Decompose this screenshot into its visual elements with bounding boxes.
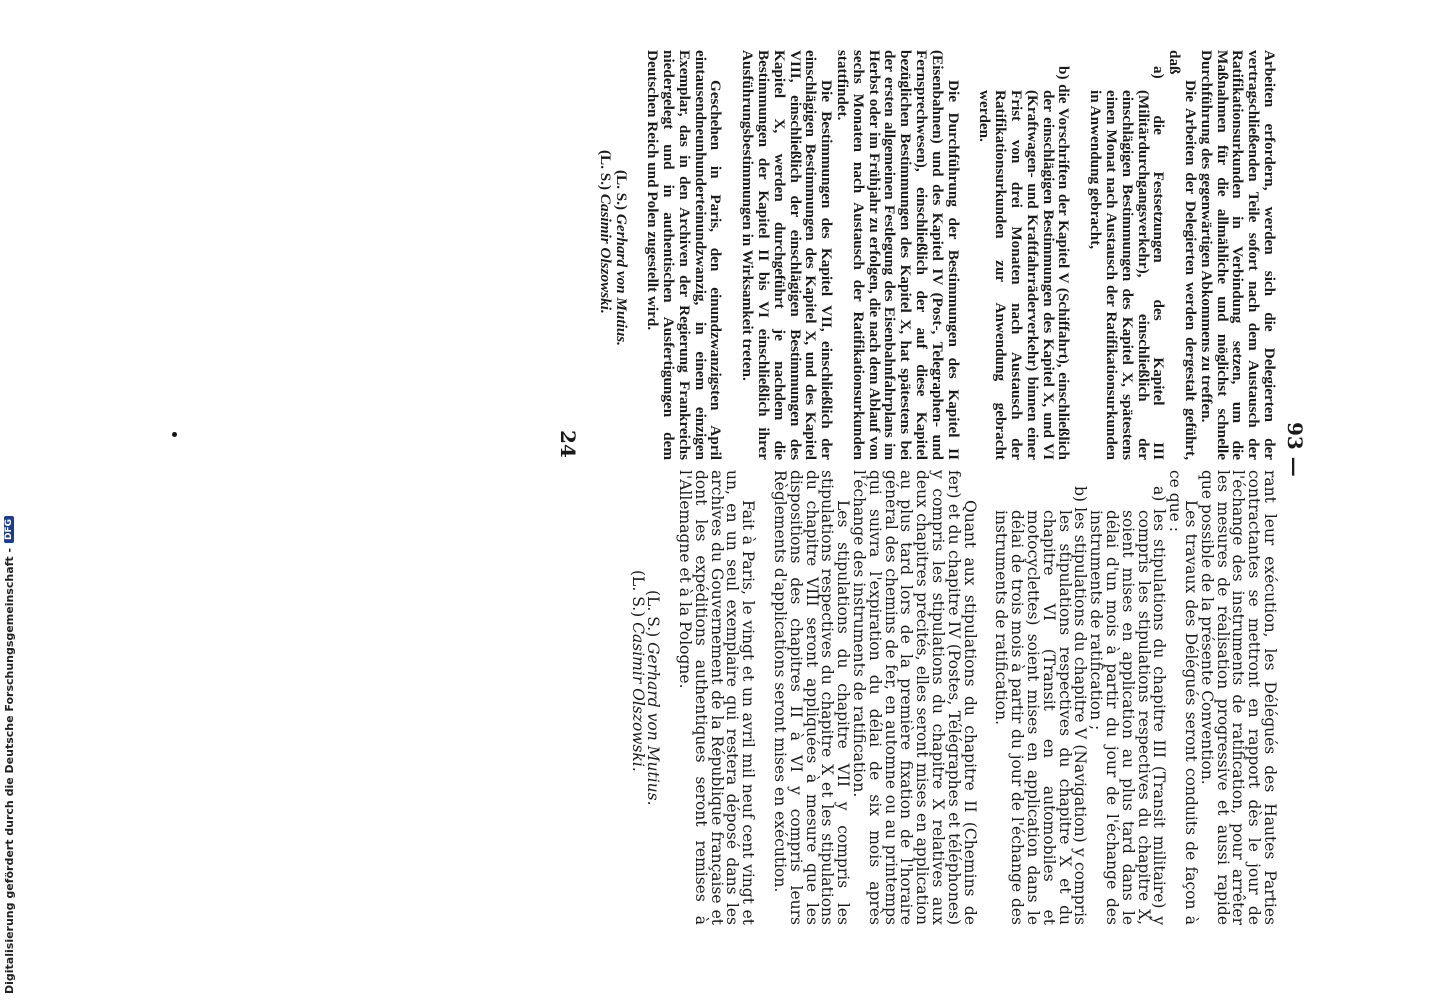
french-item-b: b) les stipulations du chapitre V (Navigation) y compris les stipulations respectives du chapitre X et du chapitre VI (Transit en automobiles et motocyclettes) soient mises en application dans le délai de trois mois à partir du jour de l'échange des instruments de ratification.: [992, 486, 1090, 925]
french-signature-2: (L. S.) Casimir Olszowski.: [628, 570, 647, 772]
german-signature-1: (L. S.) Gerhard von Mutius.: [612, 170, 630, 346]
german-paragraph-3: Die Durchführung der Bestimmungen des Kapitel II (Eisenbahnen) und des Kapitel IV (Post-, Telegraphen- und Fernsprechwesen), einschließlich der auf diese Kapitel bezüglichen Bestimmungen des Kapitel X, hat spätestens bei der ersten allgemeinen Festlegung des Eisenbahnfahrplans im Herbst oder im Frühjahr zu erfolgen, die nach dem Ablauf von sechs Monaten nach Austausch der Ratifikationsurkunden stattfindet.: [834, 50, 962, 460]
german-column: [549, 50, 1277, 460]
french-paragraph-5: Fait à Paris, le vingt et un avril mil neuf cent vingt et un, en un seul exemplaire qui restera déposé dans les archives du Gouvernement de la République française et dont les expéditions authentiques seront remises à l'Allemagne et à la Pologne.: [676, 470, 758, 925]
page-number-top: 93 —: [1283, 422, 1307, 477]
french-paragraph-1: rant leur exécution, les Délégués des Hautes Parties contractantes se mettront en rapport dès le jour de l'échange des instruments de ratification, pour arrêter les mesures de réalisation progressive et aussi rapide que possible de la présente Convention.: [1197, 470, 1279, 925]
french-column: [629, 470, 1277, 925]
german-paragraph-5: Geschehen in Paris, den einundzwanzigsten April eintausendneunhunderteinundzwanzig, in einem einzigen Exemplar, das in den Archiven der Regierung Frankreichs niedergelegt und in authentischen Ausfertigungen dem Deutschen Reich und Polen zugestellt wird.: [644, 50, 725, 460]
dfg-logo-icon: DFG: [4, 516, 14, 543]
german-paragraph-4: Die Bestimmungen des Kapitel VII, einschließlich der einschlägigen Bestimmungen des Kapitel X, und des Kapitel VIII, einschließlich der einschlägigen Bestimmungen des Kapitel X, werden durchgeführt je nachdem die Bestimmungen der Kapitel II bis VI einschließlich ihrer Ausführungsbestimmungen in Wirksamkeit treten.: [739, 50, 836, 460]
german-item-a: a) die Festsetzungen des Kapitel III (Militärdurchgangsverkehr), einschließlich der einschlägigen Bestimmungen des Kapitel X, spätestens einen Monat nach Austausch der Ratifikationsurkunden in Anwendung gebracht,: [1087, 66, 1168, 460]
german-signature-2: (L. S.) Casimir Olszowski.: [596, 150, 614, 314]
french-paragraph-4: Les stipulations du chapitre VII y compris les stipulations respectives du chapitre X et les stipulations du chapitre VIII seront appliquées à mesure que les dispositions des chapitres II à VI y compris leurs Règlements d'applications seront mises en exécution.: [771, 470, 853, 925]
french-paragraph-2: Les travaux des Délégués seront conduits de façon à ce que :: [1166, 470, 1201, 925]
german-paragraph-1: Arbeiten erfordern, werden sich die Delegierten der vertragschließenden Teile sofort nach dem Austausch der Ratifikationsurkunden in Verbindung setzen, um die Maßnahmen für die allmähliche und möglichst schnelle Durchführung des gegenwärtigen Abkommens zu treffen.: [1197, 50, 1278, 460]
french-signature-1: (L. S.) Gerhard von Mutius.: [644, 590, 663, 806]
digitization-footer: [2, 4, 16, 994]
footer-text: Digitalisierung gefördert durch die Deutsche Forschungsgemeinschaft -: [2, 547, 16, 994]
rotated-page: [397, 50, 1307, 950]
ink-speck: [172, 432, 177, 437]
french-item-a: a) les stipulations du chapitre III (Transit militaire) y compris les stipulations respectives du chapitre X, soient mises en application au plus tard dans le délai d'un mois à partir du jour de l'échange des instruments de ratification ;: [1087, 486, 1169, 925]
french-paragraph-3: Quant aux stipulations du chapitre II (Chemins de fer) et du chapitre IV (Postes, Télégraphes et téléphones) y compris les stipulations du chapitre X relatives aux deux chapitres précités, elles seront mises en application au plus tard lors de la première fixation de l'horaire général des chemins de fer, en automne ou au printemps qui suivra l'expiration du délai de six mois après l'échange des instruments de ratification.: [850, 470, 979, 925]
german-paragraph-2: Die Arbeiten der Delegierten werden dergestalt geführt, daß: [1166, 50, 1200, 460]
page-number-bottom: 24: [555, 430, 580, 458]
german-item-b: b) die Vorschriften der Kapitel V (Schiffahrt), einschließlich der einschlägigen Bestimmungen des Kapitel X, und VI (Kraftwagen- und Kraftfahrräderverkehr) binnen einer Frist von drei Monaten nach Austausch der Ratifikationsurkunden zur Anwendung gebracht werden.: [976, 66, 1073, 460]
